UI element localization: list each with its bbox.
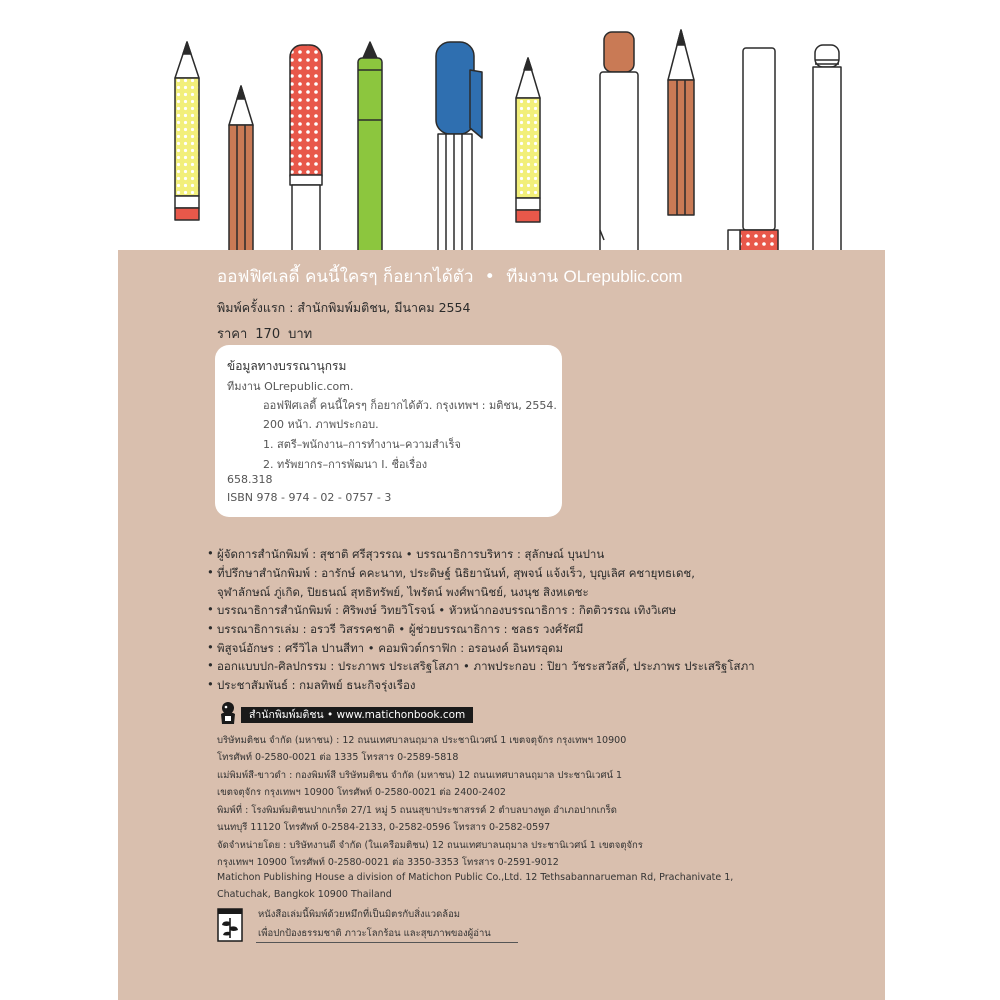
- author-label: ทีมงาน: [506, 267, 559, 287]
- eco-note-line-1: หนังสือเล่มนี้พิมพ์ด้วยหมึกที่เป็นมิตรกับสิ่งแวดล้อม: [258, 909, 461, 920]
- yellow-pencil-2: [516, 58, 540, 222]
- yellow-pencil-1: [175, 42, 199, 220]
- title-bullet: •: [484, 267, 495, 287]
- wood-pencil-2: [668, 30, 694, 215]
- address-line: บริษัทมติชน จำกัด (มหาชน) : 12 ถนนเทศบาลนฤมาล ประชานิเวศน์ 1 เขตจตุจักร กรุงเทพฯ 10900: [217, 735, 627, 746]
- address-line: แม่พิมพ์สี-ขาวดำ : กองพิมพ์สี บริษัทมติชน จำกัด (มหาชน) 12 ถนนเทศบาลนฤมาล ประชานิเวศน์ 1: [217, 770, 623, 781]
- wood-pencil-1: [229, 86, 253, 260]
- publisher-bullet: •: [327, 709, 334, 721]
- cataloging-publication: ออฟฟิศเลดี้ คนนี้ใครๆ ก็อยากได้ตัว. กรุงเทพฯ : มติชน, 2554.: [263, 399, 557, 412]
- credit-line: • บรรณาธิการเล่ม : อรวรี วิสรรคชาติ • ผู้ช่วยบรรณาธิการ : ชลธร วงศ์รัศมี: [207, 621, 584, 636]
- first-edition-line: พิมพ์ครั้งแรก : สำนักพิมพ์มติชน, มีนาคม 2554: [217, 300, 471, 315]
- matichon-logo-icon: [217, 700, 239, 726]
- green-marker: [358, 42, 382, 260]
- address-line: เขตจตุจักร กรุงเทพฯ 10900 โทรศัพท์ 0-2580-0021 ต่อ 2400-2402: [217, 787, 506, 798]
- red-marker: [290, 45, 322, 260]
- cataloging-author: ทีมงาน OLrepublic.com.: [227, 380, 354, 393]
- cataloging-isbn: ISBN 978 - 974 - 02 - 0757 - 3: [227, 491, 392, 504]
- credit-line: • ประชาสัมพันธ์ : กมลทิพย์ ธนะกิจรุ่งเรือง: [207, 677, 416, 692]
- price-label: ราคา: [217, 327, 248, 342]
- price-line: [217, 323, 312, 344]
- book-title-line: [217, 263, 683, 290]
- white-pencil: [813, 45, 841, 260]
- cataloging-heading: ข้อมูลทางบรรณานุกรม: [227, 359, 347, 373]
- white-stick: [728, 48, 778, 260]
- address-line: Chatuchak, Bangkok 10900 Thailand: [217, 889, 392, 900]
- eco-leaf-book-icon: [217, 908, 243, 942]
- address-line: จัดจำหน่ายโดย : บริษัทงานดี จำกัด (ในเครือมติชน) 12 ถนนเทศบาลนฤมาล ประชานิเวศน์ 1 เขตจตุจักร: [217, 840, 643, 851]
- credit-line: จุฬาลักษณ์ ภู่เกิด, ปิยธนณ์ สุทธิทรัพย์, ไพรัตน์ พงศ์พานิชย์, นงนุช สิงหเดชะ: [217, 585, 589, 599]
- pens-pencils-illustration: [0, 0, 1000, 260]
- credit-line: • ที่ปรึกษาสำนักพิมพ์ : อารักษ์ คคะนาท, ประดิษฐ์ นิธิยานันท์, สุพจน์ แจ้งเร็ว, บุญเลิศ คชายุทธเดช,: [207, 565, 695, 580]
- cataloging-pages: 200 หน้า. ภาพประกอบ.: [263, 418, 379, 431]
- eco-note-rule: [256, 942, 518, 943]
- cataloging-classification: 658.318: [227, 473, 273, 486]
- address-line: นนทบุรี 11120 โทรศัพท์ 0-2584-2133, 0-2582-0596 โทรสาร 0-2582-0597: [217, 822, 551, 833]
- address-line: กรุงเทพฯ 10900 โทรศัพท์ 0-2580-0021 ต่อ 3350-3353 โทรสาร 0-2591-9012: [217, 857, 559, 868]
- cataloging-subject-2: 2. ทรัพยากร–การพัฒนา I. ชื่อเรื่อง: [263, 458, 428, 471]
- publisher-bar: [241, 707, 473, 723]
- cataloging-box: [215, 345, 562, 517]
- price-currency: บาท: [288, 327, 313, 342]
- blue-pen: [436, 42, 482, 260]
- address-line: โทรศัพท์ 0-2580-0021 ต่อ 1335 โทรสาร 0-2589-5818: [217, 752, 459, 763]
- publisher-url: www.matichonbook.com: [336, 709, 466, 721]
- publisher-name: สำนักพิมพ์มติชน: [249, 709, 324, 721]
- address-line: พิมพ์ที่ : โรงพิมพ์มติชนปากเกร็ด 27/1 หมู่ 5 ถนนสุขาประชาสรรค์ 2 ตำบลบางพูด อำเภอปากเกร็ด: [217, 805, 617, 816]
- address-line: Matichon Publishing House a division of Matichon Public Co.,Ltd. 12 Tethsabannarueman Rd, Prachanivate 1,: [217, 872, 734, 883]
- eco-note-line-2: เพื่อปกป้องธรรมชาติ ภาวะโลกร้อน และสุขภาพของผู้อ่าน: [258, 928, 491, 939]
- credit-line: • บรรณาธิการสำนักพิมพ์ : ศิริพงษ์ วิทยวิโรจน์ • หัวหน้ากองบรรณาธิการ : กิตติวรรณ เทิงวิเศษ: [207, 602, 677, 617]
- brown-pencil: [600, 32, 638, 260]
- credit-line: • พิสูจน์อักษร : ศรีวิไล ปานสีทา • คอมพิวต์กราฟิก : อรอนงค์ อินทรอุดม: [207, 640, 564, 655]
- author-site: OLrepublic.com: [563, 267, 683, 286]
- book-title: ออฟฟิศเลดี้ คนนี้ใครๆ ก็อยากได้ตัว: [217, 267, 474, 287]
- credit-line: • ออกแบบปก-ศิลปกรรม : ประภาพร ประเสริฐโสภา • ภาพประกอบ : ปิยา วัชระสวัสดิ์, ประภาพร ประเสริฐโสภา: [207, 658, 755, 673]
- cataloging-subject-1: 1. สตรี–พนักงาน–การทำงาน–ความสำเร็จ: [263, 438, 461, 451]
- credit-line: • ผู้จัดการสำนักพิมพ์ : สุชาติ ศรีสุวรรณ • บรรณาธิการบริหาร : สุลักษณ์ บุนปาน: [207, 546, 605, 561]
- price-amount: 170: [255, 327, 281, 342]
